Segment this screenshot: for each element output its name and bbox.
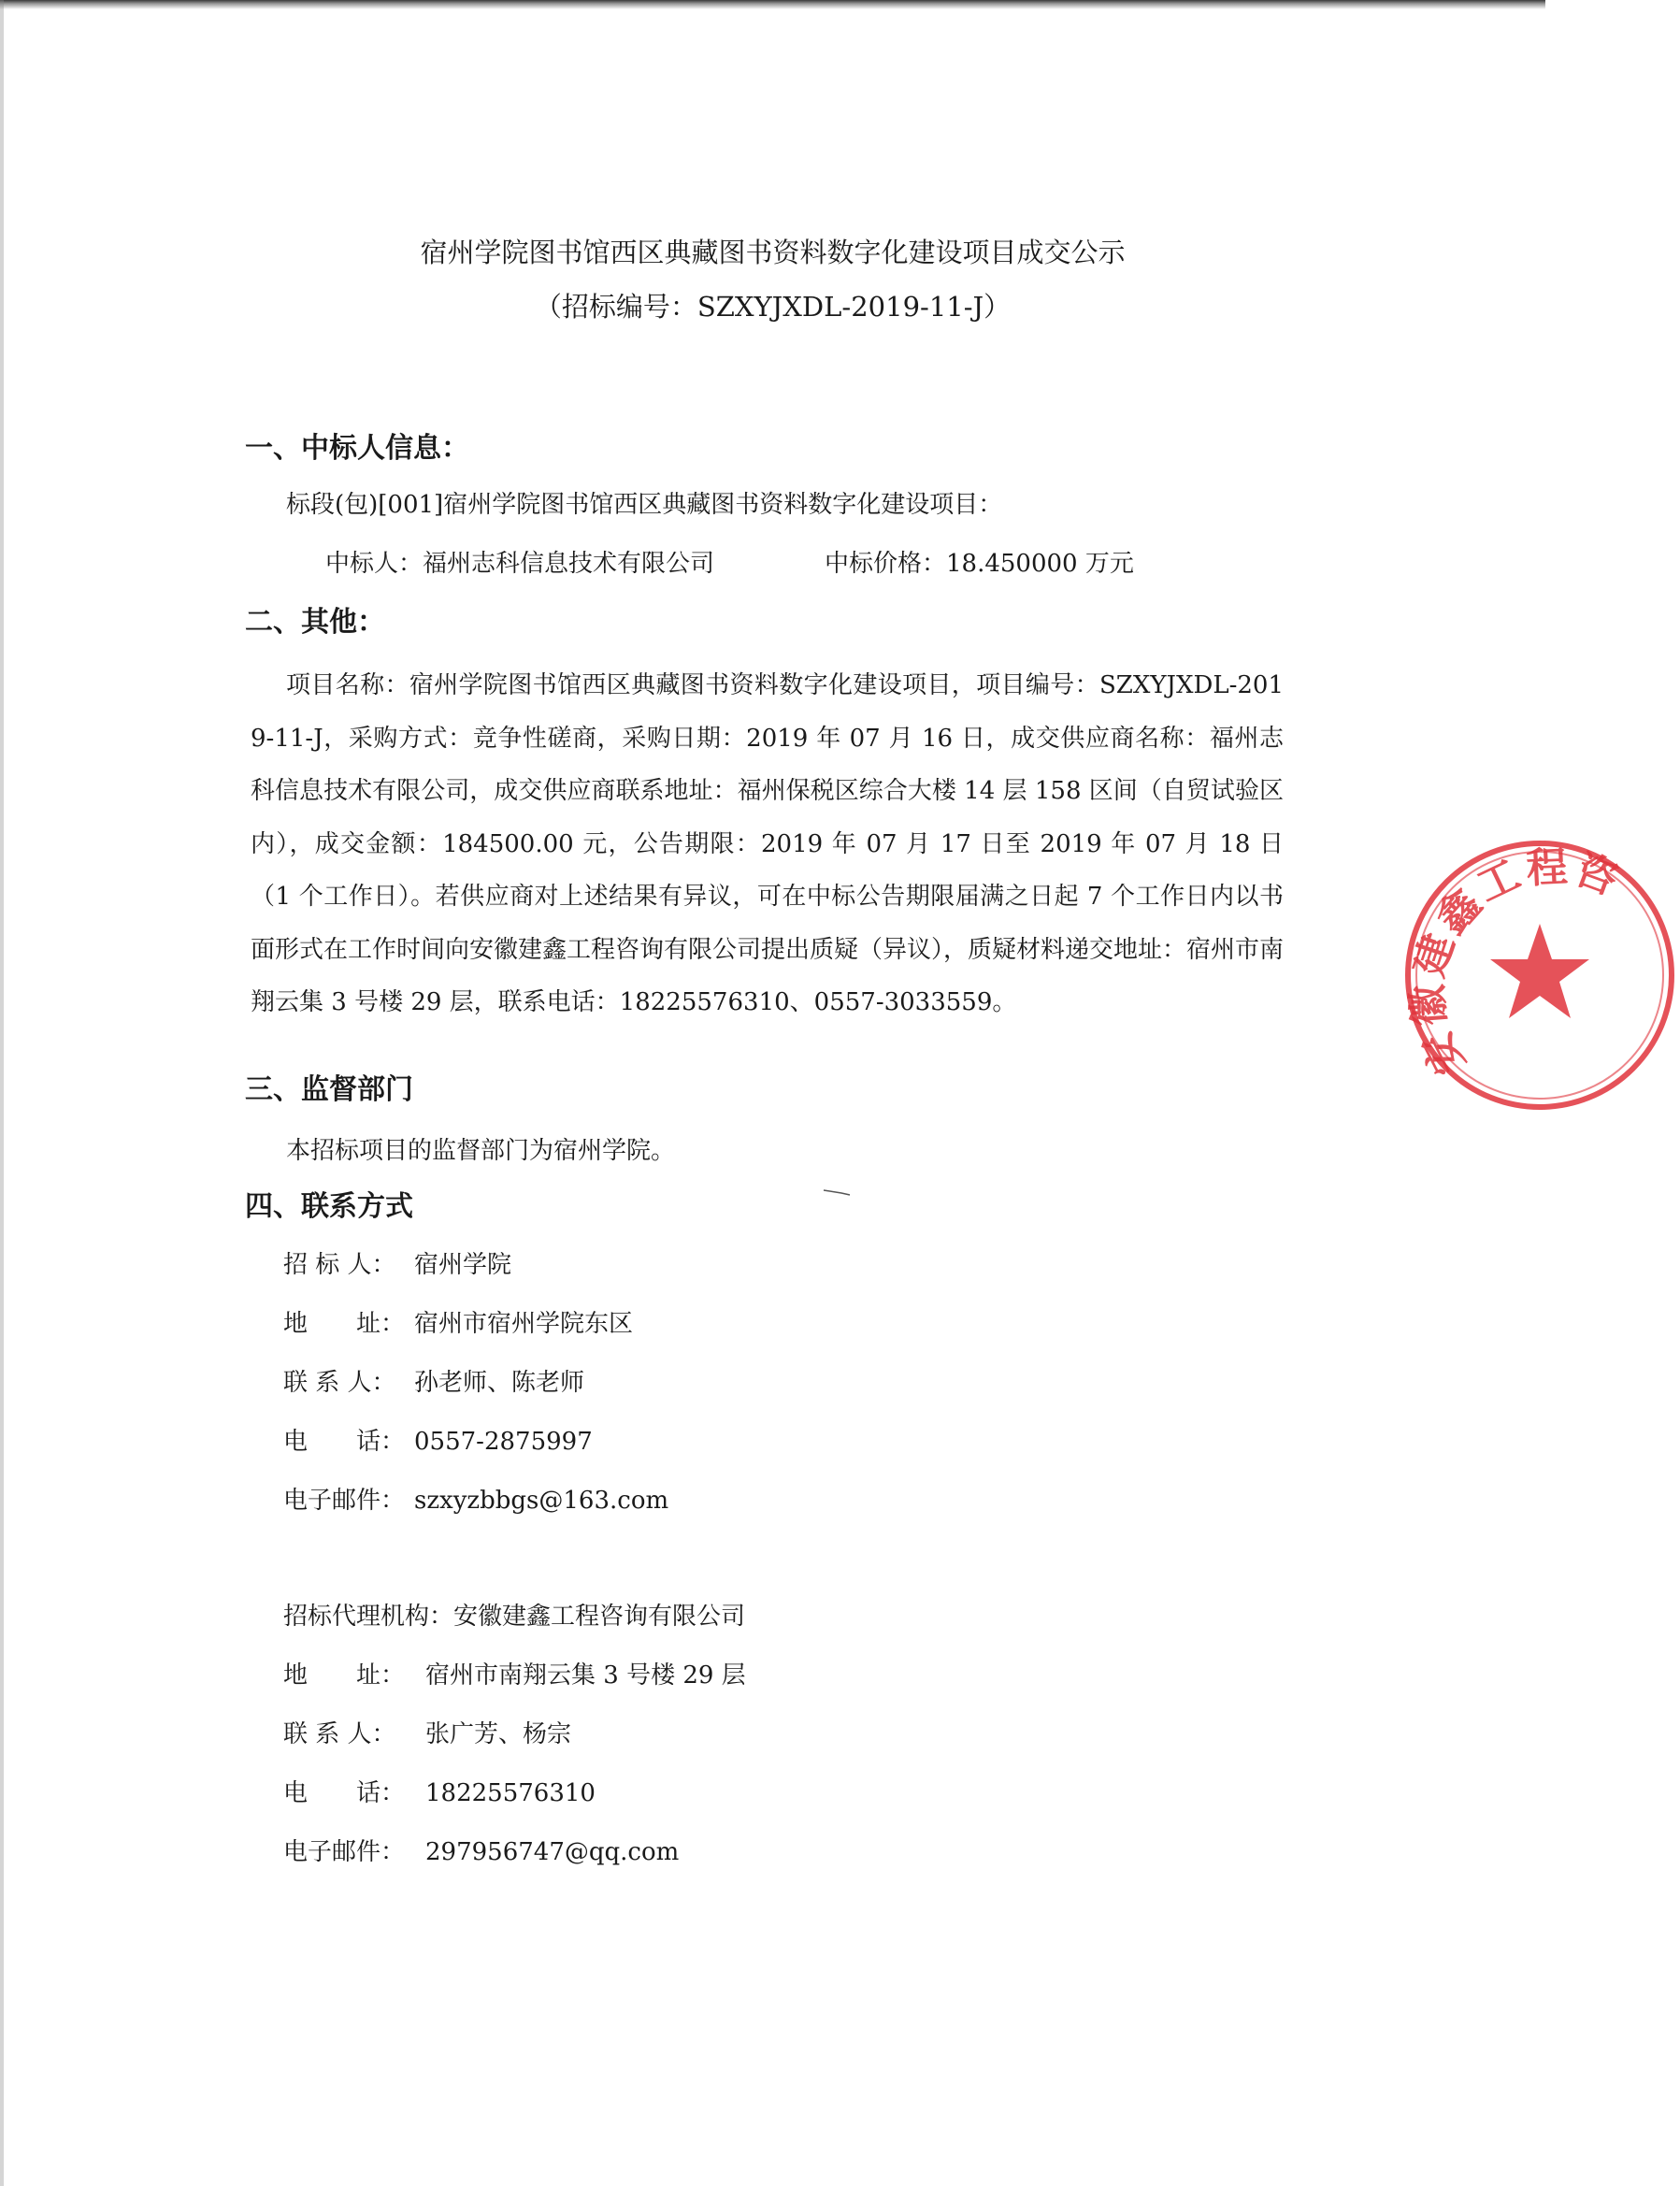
- agency-phone-row: [283, 1776, 596, 1810]
- tenderer-phone-label: 电 话：: [283, 1428, 406, 1456]
- section1-heading: 一、中标人信息：: [245, 432, 469, 465]
- tenderer-value: 宿州学院: [414, 1251, 512, 1279]
- scan-edge-left: [0, 0, 4, 2186]
- tenderer-address-label: 地 址：: [283, 1310, 406, 1338]
- agency-contact-label: 联 系 人：: [283, 1720, 396, 1748]
- agency-contact-value: 张广芳、杨宗: [425, 1720, 572, 1748]
- agency-value: 安徽建鑫工程咨询有限公司: [453, 1603, 746, 1631]
- tenderer-phone-value: 0557-2875997: [414, 1428, 593, 1456]
- scan-edge-top: [0, 0, 1545, 9]
- tenderer-email-value: szxyzbbgs@163.com: [414, 1487, 669, 1515]
- agency-email-label: 电子邮件：: [283, 1838, 406, 1866]
- agency-phone-label: 电 话：: [283, 1779, 406, 1807]
- lot-line: 标段(包)[001]宿州学院图书馆西区典藏图书资料数字化建设项目：: [286, 491, 1003, 519]
- agency-email-row: [283, 1835, 679, 1869]
- agency-address-value: 宿州市南翔云集 3 号楼 29 层: [425, 1661, 746, 1690]
- tenderer-contact-label: 联 系 人：: [283, 1369, 396, 1397]
- tenderer-contact-value: 孙老师、陈老师: [414, 1369, 585, 1397]
- supervision-text: 本招标项目的监督部门为宿州学院。: [286, 1137, 676, 1165]
- star-icon: [1490, 924, 1589, 1018]
- document-title: 宿州学院图书馆西区典藏图书资料数字化建设项目成交公示: [420, 237, 1126, 268]
- company-seal: [1400, 835, 1680, 1115]
- seal-text: 安徽建鑫工程咨: [1403, 842, 1628, 1083]
- tenderer-email-label: 电子邮件：: [283, 1487, 406, 1515]
- tenderer-label: 招 标 人：: [283, 1251, 396, 1279]
- tender-number: （招标编号：SZXYJXDL-2019-11-J）: [534, 291, 1012, 323]
- tenderer-address-value: 宿州市宿州学院东区: [414, 1310, 634, 1338]
- agency-contact-row: [283, 1718, 571, 1751]
- tenderer-address-row: [283, 1307, 633, 1341]
- tenderer-phone-row: [283, 1425, 593, 1459]
- tenderer-email-row: [283, 1484, 668, 1517]
- section3-heading: 三、监督部门: [245, 1073, 413, 1106]
- agency-label: 招标代理机构：: [283, 1603, 454, 1631]
- scan-mark: [823, 1188, 851, 1196]
- tenderer-row: [283, 1248, 511, 1282]
- section4-heading: 四、联系方式: [245, 1190, 413, 1223]
- agency-address-row: [283, 1659, 746, 1692]
- tenderer-contact-row: [283, 1366, 584, 1400]
- other-paragraph: 项目名称：宿州学院图书馆西区典藏图书资料数字化建设项目，项目编号：SZXYJXDL-2019-11-J，采购方式：竞争性磋商，采购日期：2019 年 07 月 16 日，成交供应商名称：福州志科信息技术有限公司，成交供应商联系地址：福州保税区综合大楼 14 层 158 区间（自贸试验区内），成交金额：184500.00 元，公告期限：2019 年 07 月 17 日至 2019 年 07 月 18 日（1 个工作日）。若供应商对上述结果有异议，可在中标公告期限届满之日起 7 个工作日内以书面形式在工作时间向安徽建鑫工程咨询有限公司提出质疑（异议），质疑材料递交地址：宿州市南翔云集 3 号楼 29 层，联系电话：18225576310、0557-3033559。: [251, 671, 1285, 1016]
- agency-phone-value: 18225576310: [425, 1779, 596, 1807]
- section2-heading: 二、其他：: [245, 606, 385, 639]
- agency-email-value: 297956747@qq.com: [425, 1838, 680, 1866]
- winner-name: 中标人：福州志科信息技术有限公司: [325, 550, 715, 578]
- agency-address-label: 地 址：: [283, 1661, 406, 1690]
- agency-row: [283, 1600, 745, 1633]
- winner-price: 中标价格：18.450000 万元: [825, 550, 1134, 578]
